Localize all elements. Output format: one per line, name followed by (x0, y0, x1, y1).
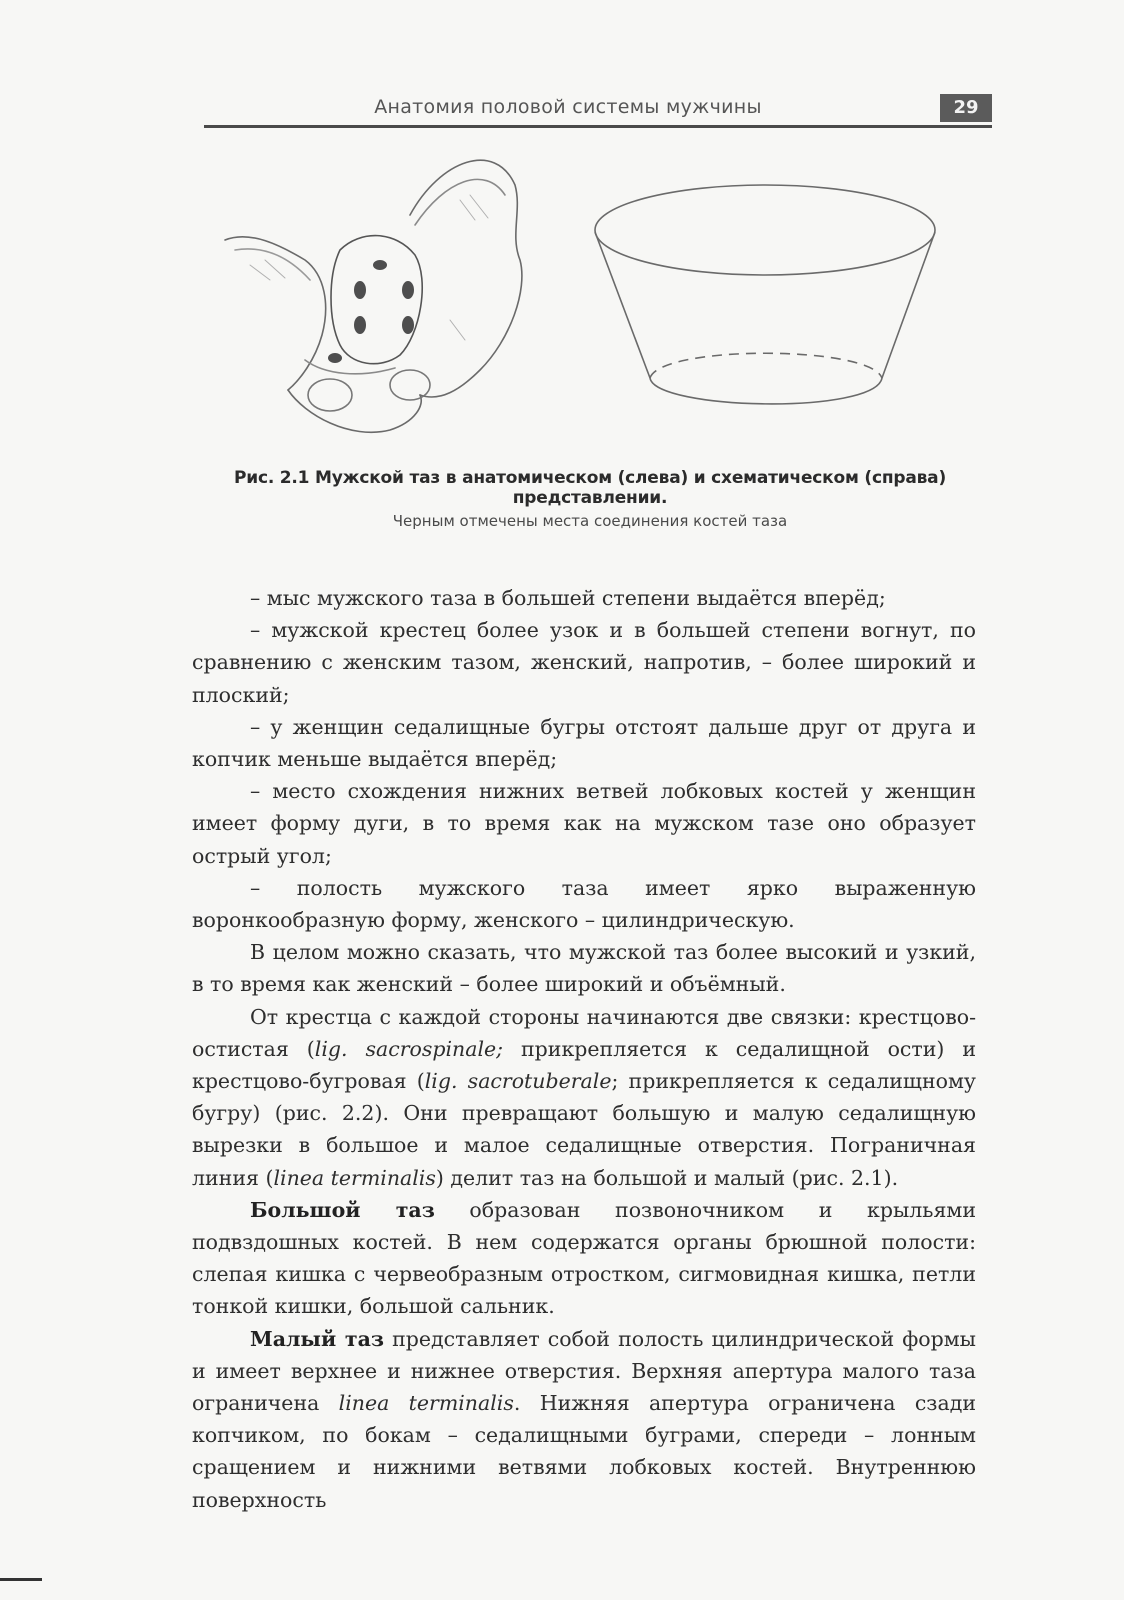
paragraph-6: В целом можно сказать, что мужской таз более высокий и узкий, в то время как женский – более широкий и объёмный. (192, 940, 976, 997)
paragraph-9-text-a: представляет собой полость цилиндрической формы и имеет верхнее и нижнее отверстия. Верхняя апертура малого таза ограничена (192, 1326, 977, 1416)
paragraph-8-text: образован позвоночником и крыльями подвздошных костей. В нем содержатся органы брюшной полости: слепая кишка с червеобразным отростком, сигмовидная кишка, петли тонкой кишки, большой сальник. (192, 1197, 976, 1319)
paragraph-1: – мыс мужского таза в большей степени выдаётся вперёд; (250, 586, 886, 610)
latin-term: lig. sacrospinale; (314, 1036, 504, 1061)
paragraph-9-text-b: . Нижняя апертура ограничена сзади копчиком, по бокам – седалищными буграми, спереди – лонным сращением и нижними ветвями лобковых костей. Внутреннюю поверхность (192, 1391, 976, 1512)
figure-caption-note: Черным отмечены места соединения костей таза (392, 512, 788, 530)
latin-term: lig. sacrotuberale (424, 1069, 612, 1094)
figure-caption-title: Рис. 2.1 Мужской таз в анатомическом (слева) и схематическом (справа) представлении. (233, 468, 947, 508)
paragraph-7-text-d: ) делит таз на большой и малый (рис. 2.1). (435, 1165, 899, 1190)
figure-caption (160, 468, 1020, 530)
paragraph-8 (192, 1194, 976, 1323)
paragraph-7-text-b: прикрепляется к седалищной ости) и крестцово-бугровая ( (192, 1036, 977, 1094)
body-text (192, 582, 976, 1516)
page-number-badge: 29 (940, 94, 992, 122)
paragraph-3: – у женщин седалищные бугры отстоят дальше друг от друга и копчик меньше выдаётся вперёд; (192, 714, 976, 772)
paragraph-7-text-a: От крестца с каждой стороны начинаются две связки: крестцово-остистая ( (192, 1004, 976, 1061)
schematic-pelvis-cone (595, 185, 935, 404)
running-header-title: Анатомия половой системы мужчины (374, 96, 762, 118)
page-edge-mark (0, 1578, 42, 1581)
header-rule (204, 125, 992, 128)
latin-term: linea terminalis (273, 1165, 436, 1190)
paragraph-7 (192, 1001, 976, 1194)
term-bold: Малый таз (250, 1326, 384, 1351)
paragraph-5: – полость мужского таза имеет ярко выраженную воронкообразную форму, женского – цилиндрическую. (192, 875, 976, 933)
paragraph-4: – место схождения нижних ветвей лобковых костей у женщин имеет форму дуги, в то время как на мужском тазе оно образует острый угол; (192, 779, 976, 868)
paragraph-2: – мужской крестец более узок и в большей степени вогнут, по сравнению с женским тазом, женский, напротив, – более широкий и плоский; (192, 618, 976, 707)
term-bold: Большой таз (250, 1197, 435, 1222)
paragraph-7-text-c: ; прикрепляется к седалищному бугру) (рис. 2.2). Они превращают большую и малую седалищную вырезки в большое и малое седалищные отверстия. Пограничная линия ( (192, 1069, 976, 1190)
latin-term: linea terminalis (338, 1391, 514, 1416)
figure-2-1 (210, 140, 970, 460)
figure-illustrations (210, 140, 970, 460)
anatomical-pelvis-drawing (225, 160, 522, 432)
paragraph-9 (192, 1323, 976, 1516)
running-header (204, 92, 992, 128)
